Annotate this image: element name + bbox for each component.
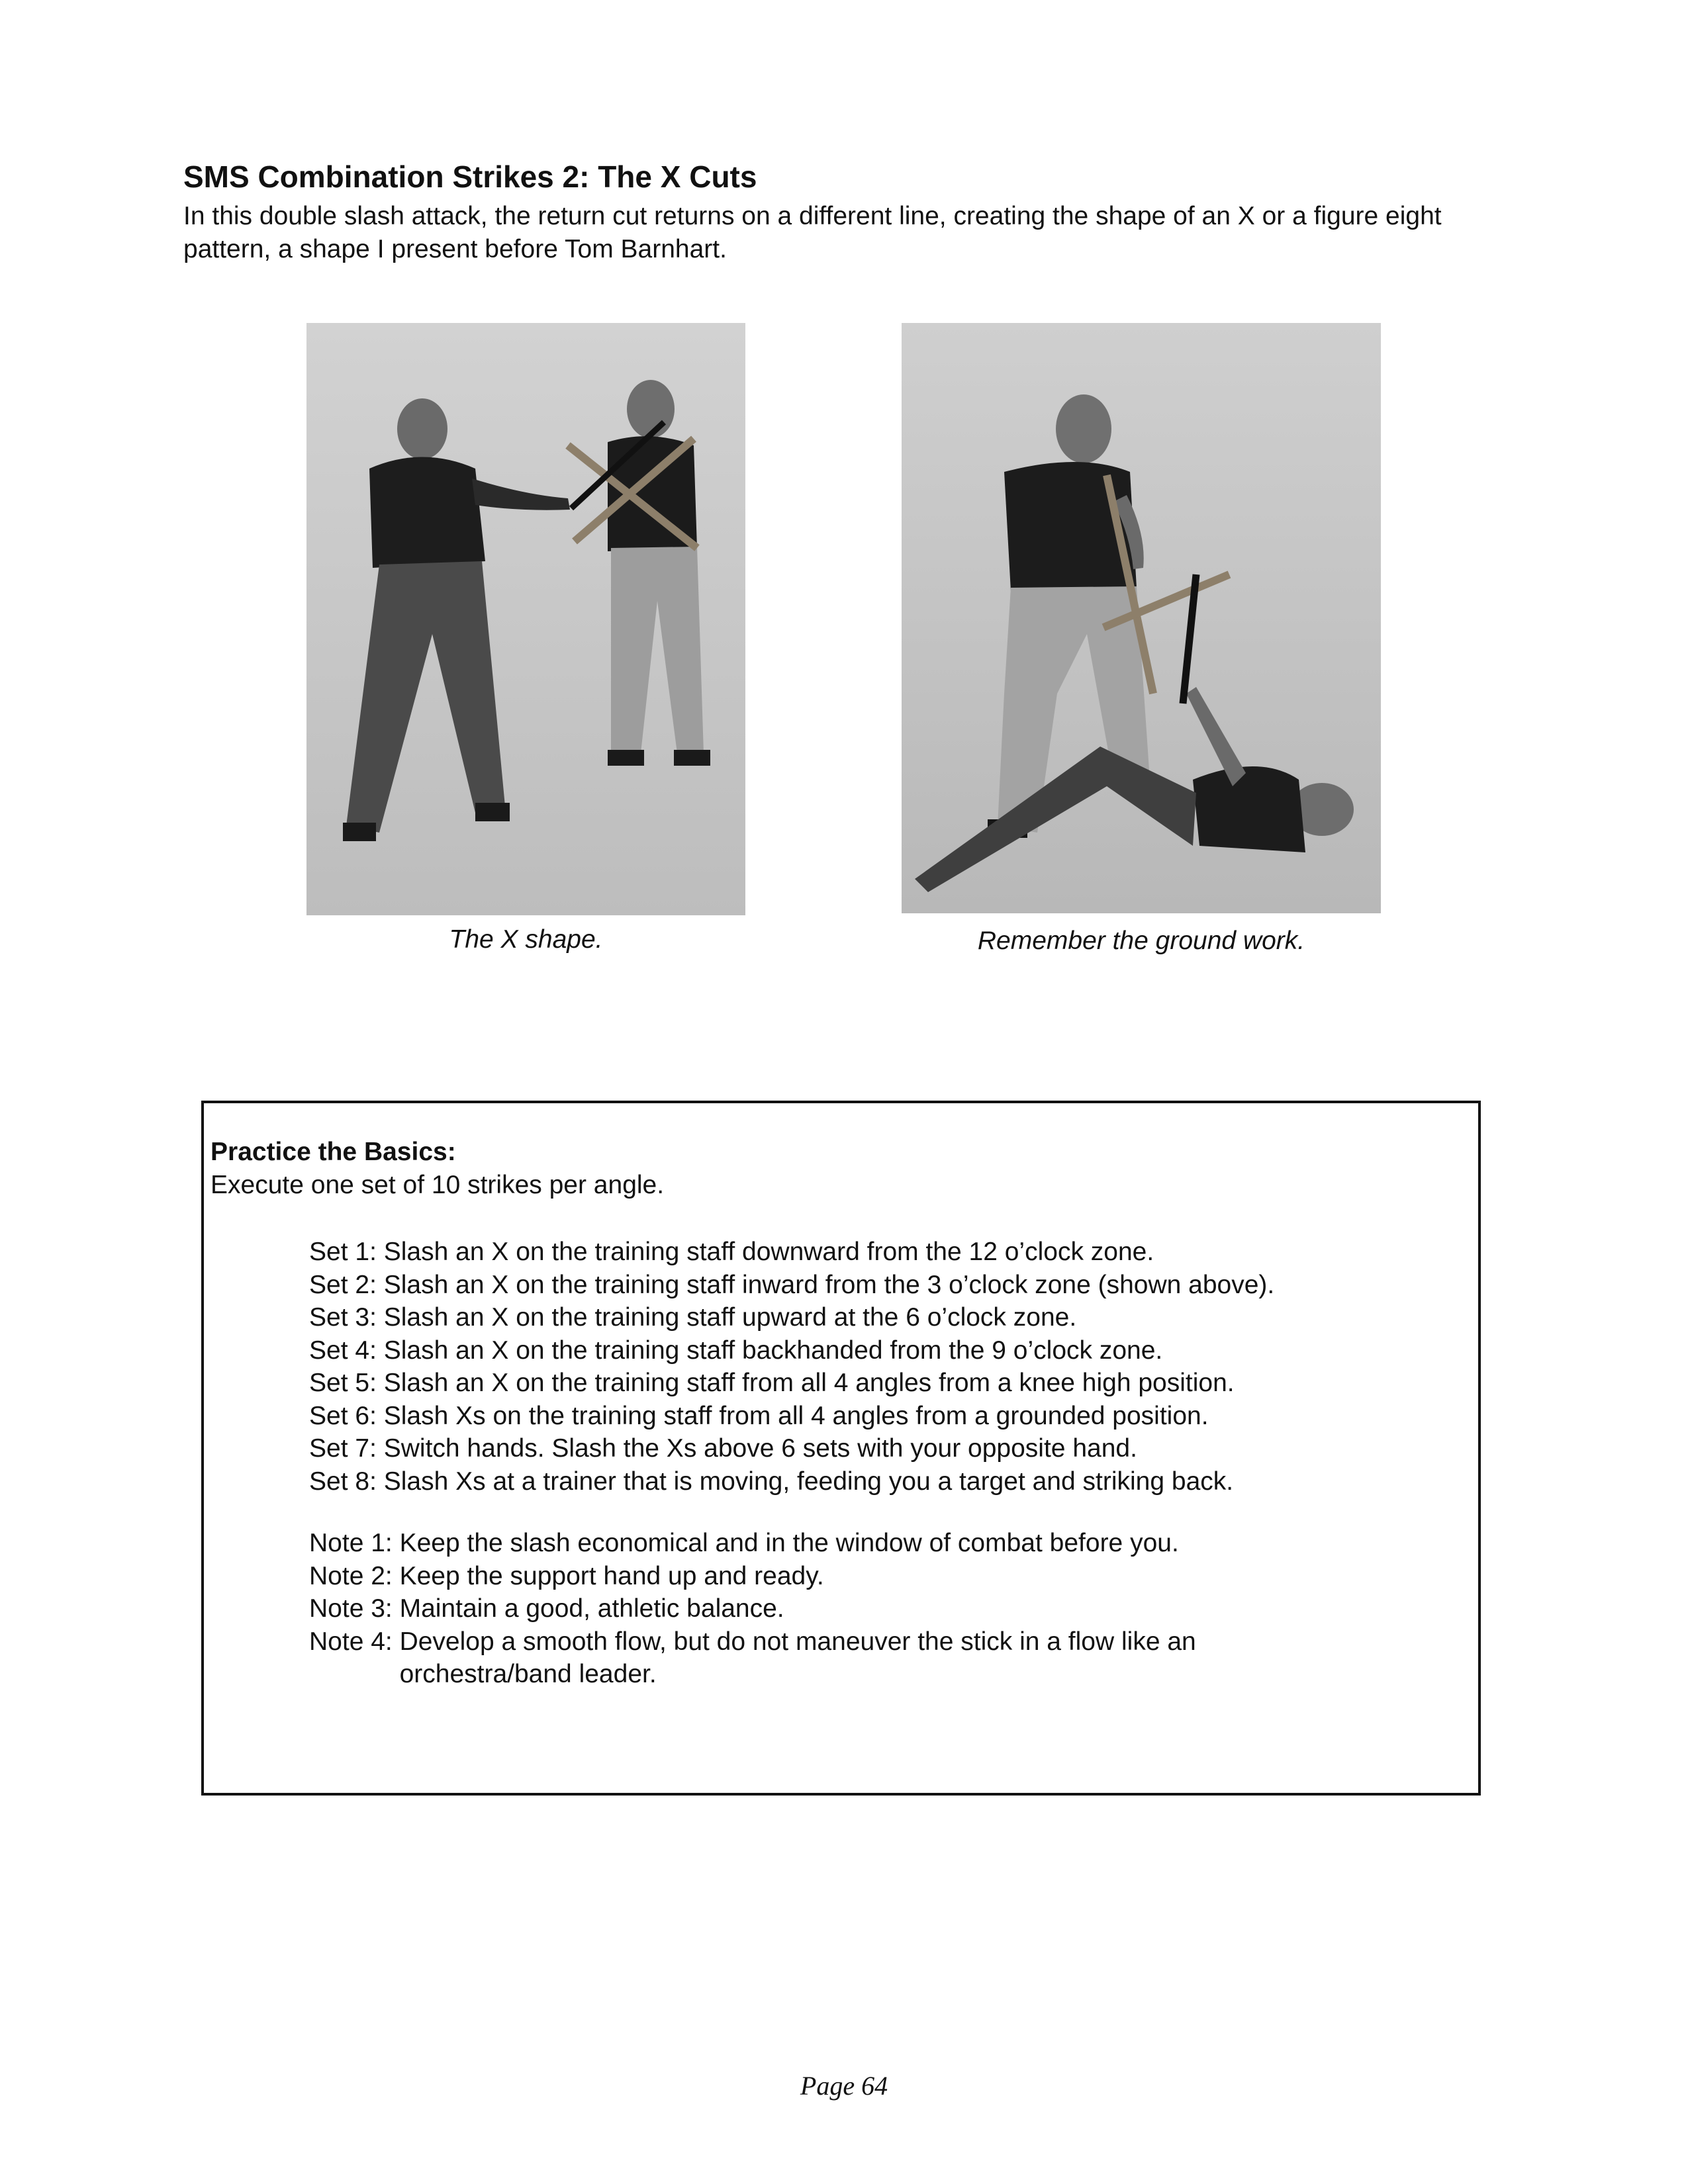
list-item <box>309 1367 1278 1400</box>
list-item <box>309 1334 1278 1367</box>
note-label: Note 4: <box>309 1627 400 1656</box>
set-text: Slash an X on the training staff from all 4 angles from a knee high position. <box>383 1369 1235 1397</box>
set-text: Switch hands. Slash the Xs above 6 sets with your opposite hand. <box>383 1434 1137 1463</box>
set-label: Set 6: <box>309 1401 384 1430</box>
sets-list <box>309 1236 1278 1498</box>
list-item <box>309 1625 1293 1691</box>
set-label: Set 3: <box>309 1303 384 1332</box>
note-text: Develop a smooth flow, but do not maneuver the stick in a flow like an orchestra/band leader. <box>399 1627 1196 1688</box>
set-text: Slash an X on the training staff inward from the 3 o’clock zone (shown above). <box>383 1270 1275 1299</box>
photo-ground-work <box>902 323 1381 913</box>
set-label: Set 2: <box>309 1270 384 1299</box>
list-item <box>309 1400 1278 1433</box>
photo-x-shape <box>306 323 745 915</box>
list-item <box>309 1465 1278 1498</box>
list-item <box>309 1236 1278 1269</box>
note-text: Keep the slash economical and in the window of combat before you. <box>399 1529 1179 1557</box>
set-text: Slash an X on the training staff downward from the 12 o’clock zone. <box>383 1238 1154 1266</box>
note-text: Keep the support hand up and ready. <box>399 1561 824 1590</box>
note-label: Note 1: <box>309 1529 400 1557</box>
set-text: Slash an X on the training staff backhanded from the 9 o’clock zone. <box>383 1336 1163 1365</box>
set-text: Slash Xs at a trainer that is moving, feeding you a target and striking back. <box>383 1467 1234 1496</box>
practice-subheading: Execute one set of 10 strikes per angle. <box>211 1171 665 1199</box>
practice-heading: Practice the Basics: <box>211 1138 456 1166</box>
set-label: Set 1: <box>309 1238 384 1266</box>
section-title: SMS Combination Strikes 2: The X Cuts <box>183 159 757 194</box>
set-label: Set 7: <box>309 1434 384 1463</box>
photo-caption: The X shape. <box>449 925 603 954</box>
list-item <box>309 1301 1278 1334</box>
list-item <box>309 1432 1278 1465</box>
set-label: Set 5: <box>309 1369 384 1397</box>
note-text: Maintain a good, athletic balance. <box>399 1594 784 1623</box>
photo-ground-work-icon <box>902 323 1381 913</box>
page-number: Page 64 <box>800 2071 888 2101</box>
list-item <box>309 1592 1293 1625</box>
list-item <box>309 1560 1293 1593</box>
list-item <box>309 1527 1293 1560</box>
photo-caption: Remember the ground work. <box>977 927 1305 955</box>
photo-two-men-crossed-sticks-icon <box>306 323 745 915</box>
intro-paragraph: In this double slash attack, the return cut returns on a different line, creating the shape of an X or a figure eight pattern, a shape I present before Tom Barnhart. <box>183 202 1442 263</box>
notes-list <box>309 1527 1293 1691</box>
set-text: Slash an X on the training staff upward at the 6 o’clock zone. <box>383 1303 1077 1332</box>
practice-box <box>201 1101 1481 1796</box>
list-item <box>309 1269 1278 1302</box>
note-label: Note 2: <box>309 1561 400 1590</box>
set-text: Slash Xs on the training staff from all 4 angles from a grounded position. <box>383 1401 1209 1430</box>
set-label: Set 8: <box>309 1467 384 1496</box>
note-label: Note 3: <box>309 1594 400 1623</box>
set-label: Set 4: <box>309 1336 384 1365</box>
